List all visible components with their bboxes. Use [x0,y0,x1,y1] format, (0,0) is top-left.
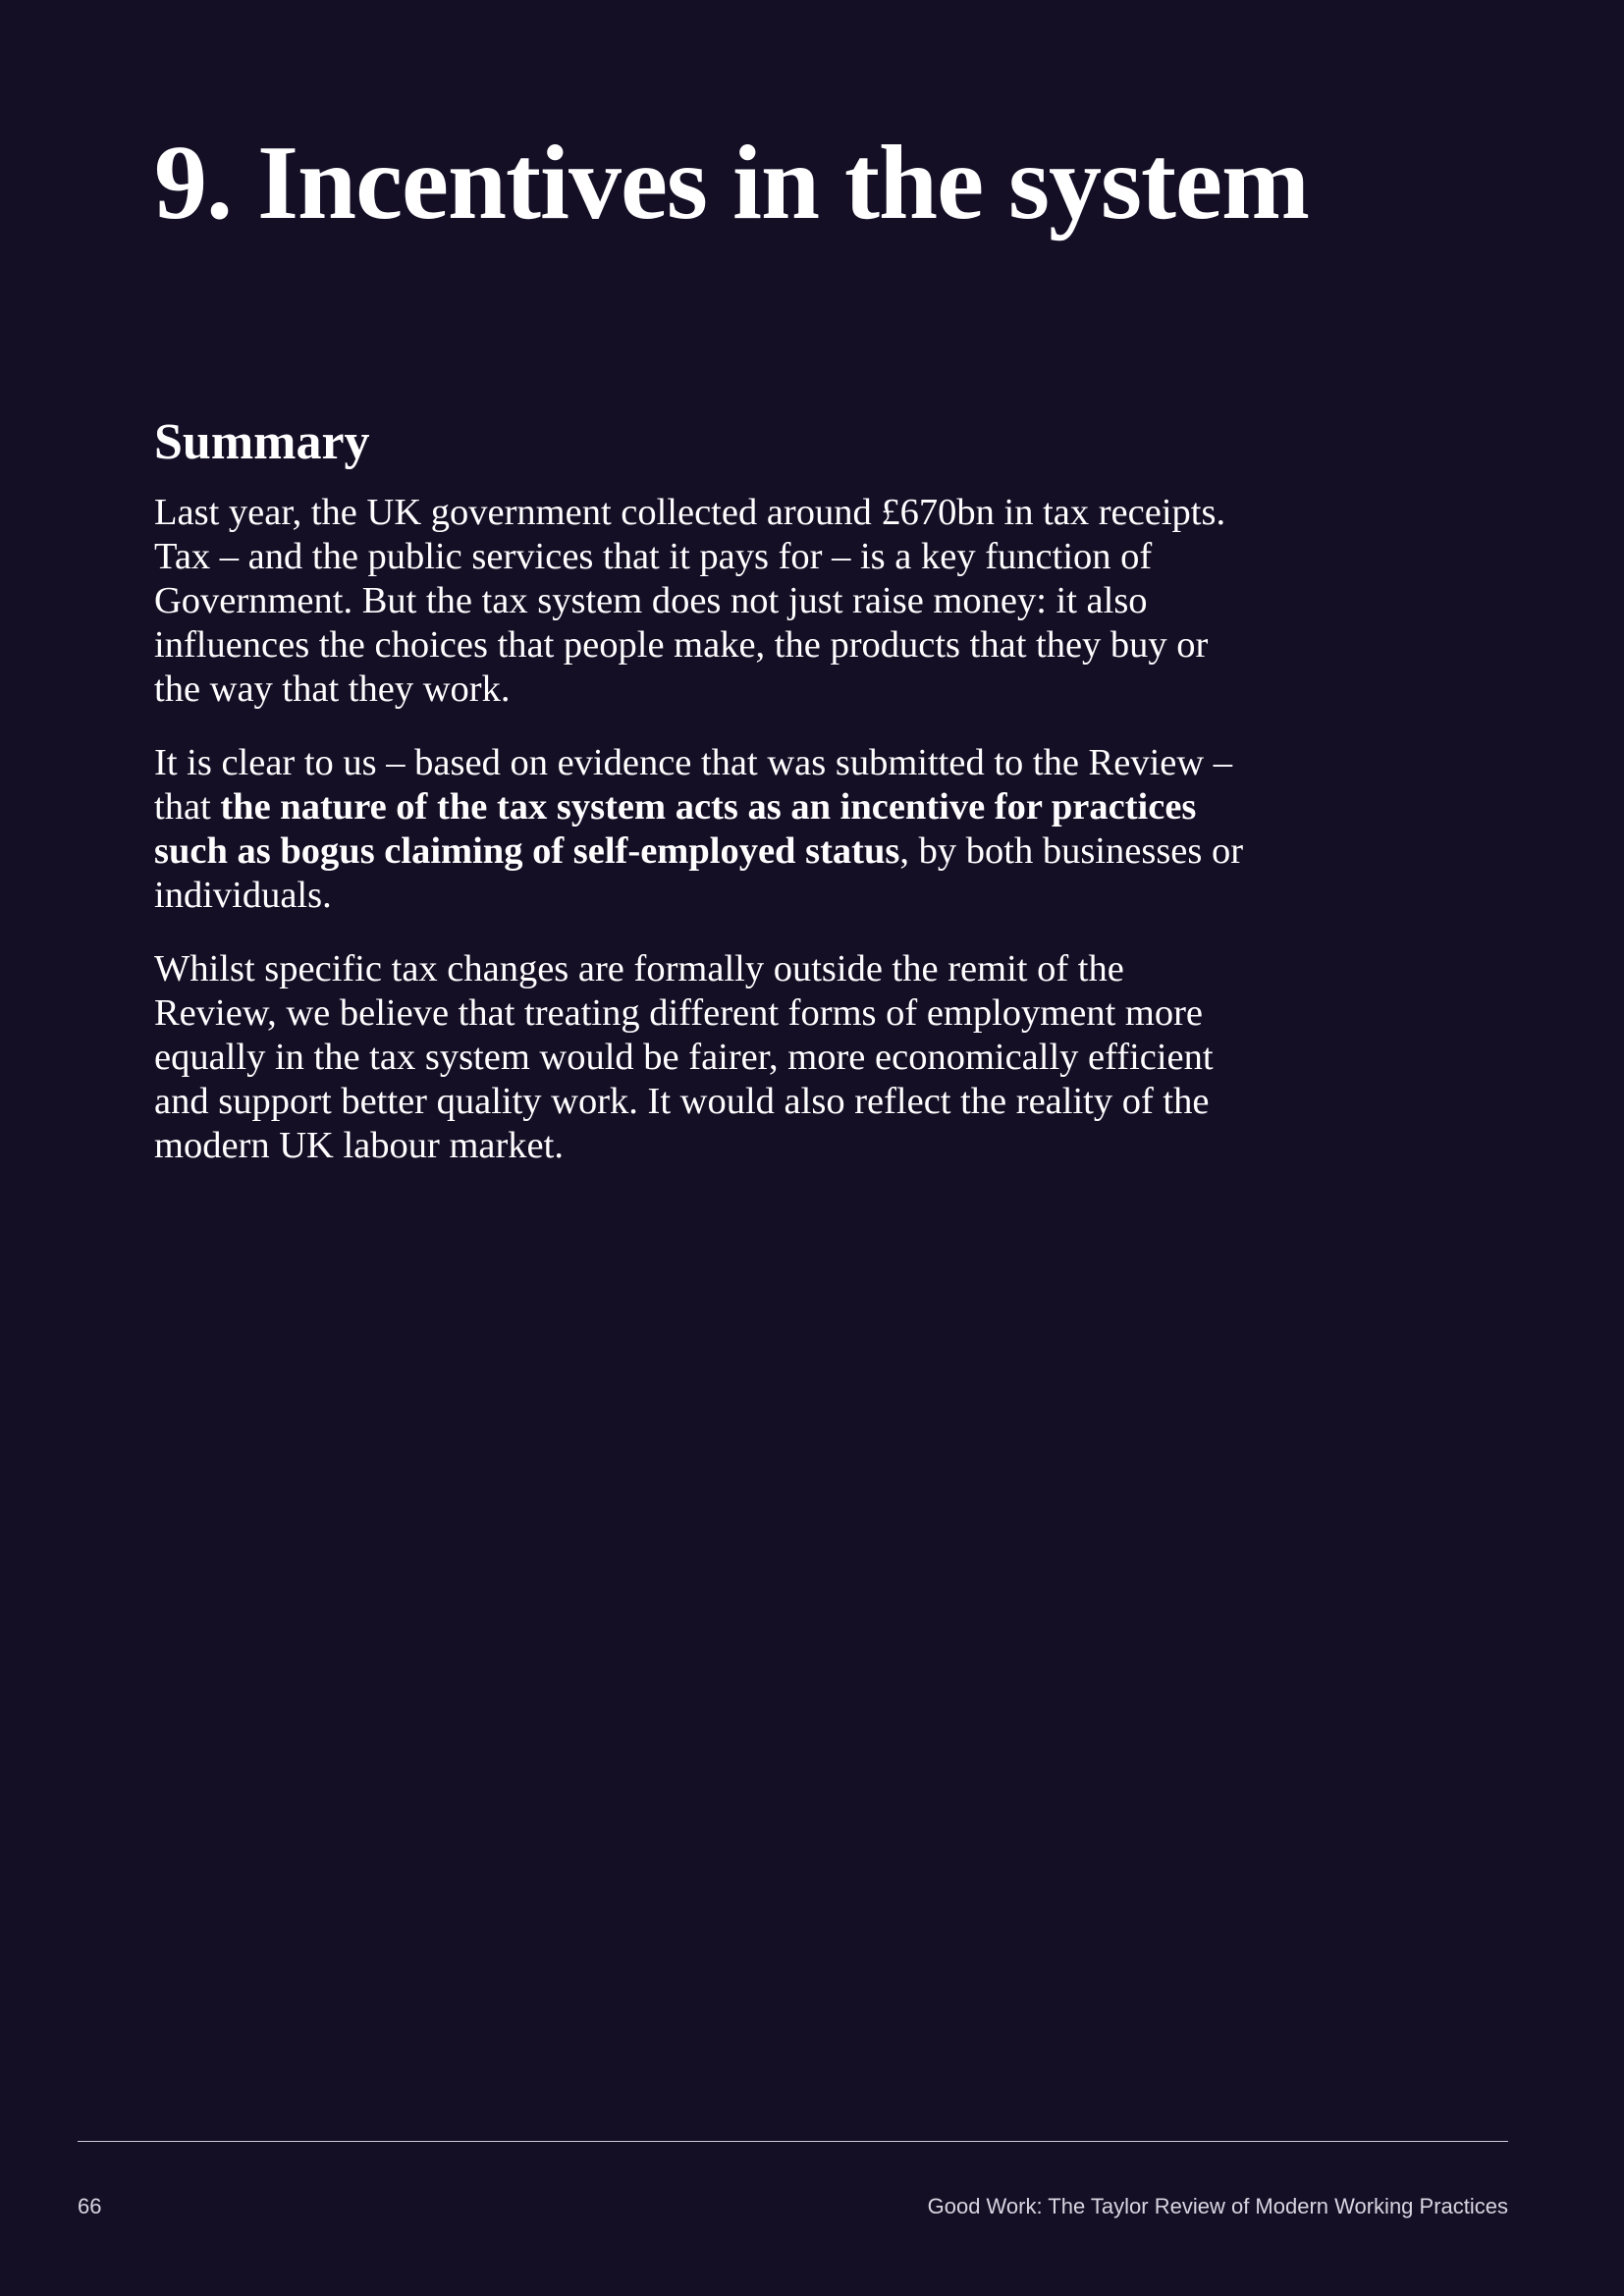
summary-heading: Summary [154,414,370,470]
running-footer-title: Good Work: The Taylor Review of Modern Working Practices [927,2194,1508,2218]
chapter-title: 9. Incentives in the system [154,125,1309,241]
summary-paragraph-1: Last year, the UK government collected around £670bn in tax receipts. Tax – and the public services that it pays for – is a key function of Government. But the tax system does not just raise money: it also influences the choices that people make, the products that they buy or the way that they work. [154,492,1226,711]
page-number: 66 [78,2194,102,2218]
paragraph-2-bold-text: the nature of the tax system acts as an incentive for practices such as bogus claiming of self-employed status [154,786,1197,873]
paragraph-2-trailing-text: , by both businesses or individuals. [154,830,1244,917]
paragraph-2-lead-text: It is clear to us – based on evidence that was submitted to the Review – that [154,742,1233,828]
summary-section [154,412,1254,1198]
summary-paragraph-2 [154,741,1254,918]
footer-divider [78,2141,1508,2142]
summary-paragraph-3: Whilst specific tax changes are formally outside the remit of the Review, we believe that treating different forms of employment more equally in the tax system would be fairer, more economically efficient and support better quality work. It would also reflect the reality of the modern UK labour market. [154,948,1214,1167]
